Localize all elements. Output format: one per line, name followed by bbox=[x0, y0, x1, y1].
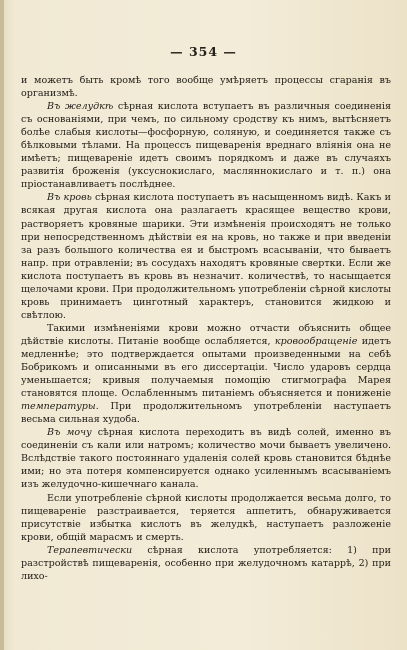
paragraph bbox=[21, 100, 391, 191]
text-run: сѣрная кислота употребляется: 1) при разстройствѣ пищеваренія, особенно при желудочномъ катаррѣ, 2) при лихо- bbox=[21, 544, 391, 582]
paragraph bbox=[21, 492, 391, 544]
italic-term: Въ мочу bbox=[47, 427, 92, 439]
text-run: сѣрная кислота поступаетъ въ насыщенномъ видѣ. Какъ и всякая другая кислота она разлагаетъ красящее вещество крови, растворяетъ кровяные шарики. Эти измѣненія происходятъ не только при непосредственномъ дѣйствіи ея на кровь, но также и при введеніи за разъ большого количества ея и быстромъ всасываніи, что бываетъ напр. при отравленіи; въ сосудахъ находятъ кровяные свертки. Если же кислота поступаетъ въ кровь въ незначит. количествѣ, то насыщается щелочами крови. При продолжительномъ употребленіи сѣрной кислоты кровь принимаетъ цинготный характеръ, становится жидкою и свѣтлою. bbox=[21, 192, 391, 321]
italic-term: кровообращеніе bbox=[274, 335, 358, 347]
body-text bbox=[21, 74, 391, 583]
text-run: Такими измѣненіями крови можно отчасти объяснить общее дѣйствіе кислоты. Питаніе вообще ослабляется, bbox=[21, 322, 391, 347]
italic-term: Въ желудкѣ bbox=[47, 101, 114, 113]
text-run: Если употребленіе сѣрной кислоты продолжается весьма долго, то пищевареніе разстраивается, теряется аппетитъ, обнаруживается присутствіе избытка кислотъ въ желудкѣ, наступаетъ разложеніе крови, общій марасмъ и смерть. bbox=[21, 492, 391, 543]
text-run: сѣрная кислота вступаетъ въ различныя соединенія съ основаніями, при чемъ, по сильному сродству къ нимъ, вытѣсняетъ болѣе слабыя кислоты—фосфорную, соляную, и соединяется также съ бѣлковыми тѣлами. На процессъ пищеваренія вреднаго вліянія она не имѣетъ; пищевареніе идетъ своимъ порядкомъ и даже въ случаяхъ развитія броженія (уксуснокислаго, масляннокислаго и т. п.) она пріостанавливаетъ послѣднее. bbox=[21, 101, 391, 191]
text-run: сѣрная кислота переходитъ въ видѣ солей, именно въ соединеніи съ кали или натромъ; количество мочи бываетъ увеличено. Вслѣдствіе такого постояннаго удаленія солей кровь становится бѣднѣе ими; но эта потеря компенсируется однако усиленнымъ всасываніемъ изъ желудочно-кишечнаго канала. bbox=[21, 427, 391, 491]
italic-term: Терапевтически bbox=[47, 544, 133, 556]
italic-term: Въ кровь bbox=[47, 192, 92, 204]
paragraph bbox=[21, 426, 391, 491]
paragraph bbox=[21, 74, 391, 100]
text-run: При продолжительномъ употребленіи наступаетъ весьма сильная худоба. bbox=[21, 401, 391, 426]
paragraph bbox=[21, 191, 391, 321]
paragraph bbox=[21, 544, 391, 583]
italic-term: температуры. bbox=[21, 401, 99, 413]
paragraph bbox=[21, 322, 391, 426]
text-run: и можетъ быть кромѣ того вообще умѣряетъ процессы сгаранія въ организмѣ. bbox=[21, 75, 391, 100]
text-run: идетъ медленнѣе; это подтверждается опытами произведенными на себѣ Бобрикомъ и описанными въ его диссертаціи. Число ударовъ сердца уменьшается; кривыя получаемыя помощію стигмографа Марея становятся площе. Ослабленнымъ питаніемъ объясняется и пониженіе bbox=[21, 335, 391, 400]
page-number-header: — 354 — bbox=[170, 44, 237, 59]
